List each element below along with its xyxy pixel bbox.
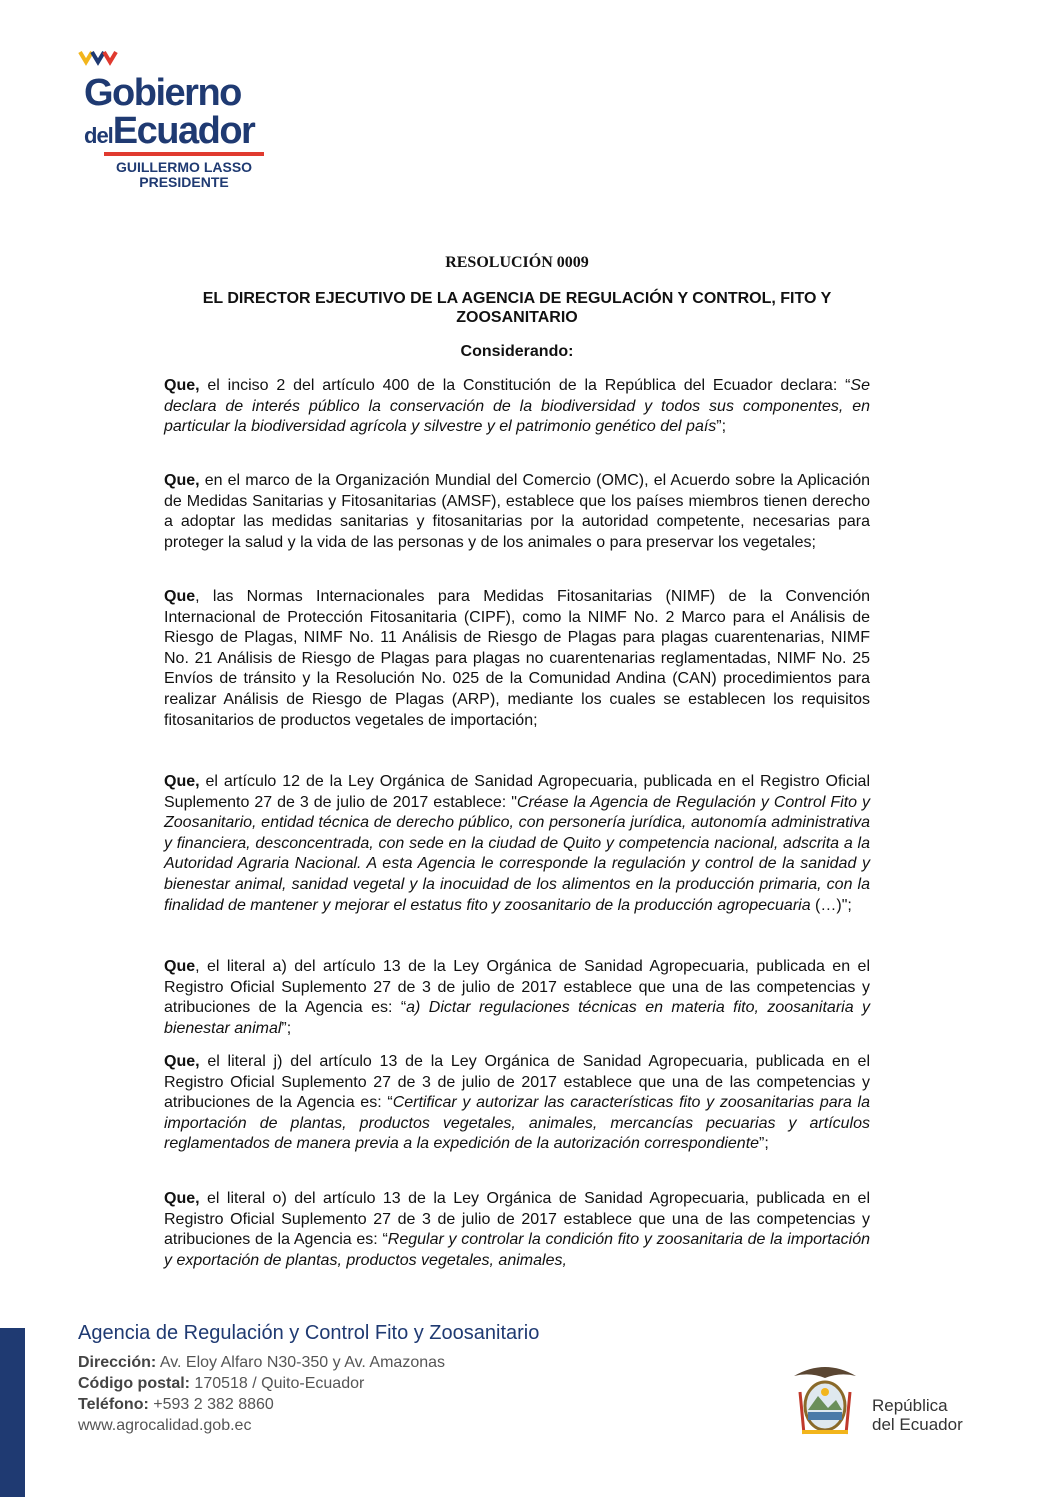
footer-org-name: Agencia de Regulación y Control Fito y Zoosanitario	[78, 1322, 540, 1344]
paragraph-quote: Créase la Agencia de Regulación y Control Fito y Zoosanitario, entidad técnica de derecho público, con personería jurídica, autonomía administrativa y financiera, desconcentrada, con sede en la ciudad de Quito y competencia nacional, adscrita a la Autoridad Agraria Nacional. A esta Agencia le corresponde la regulación y control de la sanidad y bienestar animal, sanidad vegetal y la inocuidad de los alimentos en la producción primaria, con la finalidad de mantener y mejorar el estatus fito y zoosanitario de la producción agropecuaria	[164, 793, 871, 914]
logo-president	[104, 160, 264, 190]
paragraph-lead: Que,	[164, 773, 200, 790]
logo-ecuador-text: Ecuador	[112, 110, 255, 152]
footer-side-bar	[0, 1328, 25, 1497]
paragraph-1	[164, 376, 870, 438]
paragraph-text: en el marco de la Organización Mundial del Comercio (OMC), el Acuerdo sobre la Aplicación de Medidas Sanitarias y Fitosanitarias (AMSF), establece que los países miembros tienen derecho a adoptar las medidas sanitarias y fitosanitarias por la autoridad competente, necesarias para proteger la salud y la vida de las personas y de los animales o para preservar los vegetales;	[164, 472, 870, 551]
paragraph-lead: Que	[164, 958, 196, 975]
paragraph-text: el inciso 2 del artículo 400 de la Constitución de la República del Ecuador declara: “	[199, 377, 851, 394]
paragraph-7	[164, 1189, 870, 1271]
paragraph-lead: Que,	[164, 1053, 200, 1070]
logo-person-role: PRESIDENTE	[139, 174, 229, 190]
address-value: Av. Eloy Alfaro N30-350 y Av. Amazonas	[156, 1354, 446, 1371]
footer-postal	[78, 1373, 445, 1394]
paragraph-text-end: ”;	[716, 418, 727, 436]
resolution-number: RESOLUCIÓN 0009	[445, 254, 589, 271]
paragraph-lead: Que,	[164, 472, 200, 489]
coat-of-arms-icon	[790, 1362, 860, 1442]
logo-mark-icon	[78, 48, 118, 74]
paragraph-quote: Certificar y autorizar las características fito y zoosanitarias para la importación de plantas, productos vegetales, animales, mercancías pecuarias y artículos reglamentados de manera previa a la expedición de la autorización correspondiente	[164, 1094, 871, 1153]
paragraph-text-end: (…)";	[810, 896, 852, 914]
paragraph-text: el artículo 12 de la Ley Orgánica de Sanidad Agropecuaria, publicada en el Registro Oficial Suplemento 27 de 3 de julio de 2017 establece: "	[164, 773, 870, 811]
logo-del-text: del	[84, 123, 113, 148]
paragraph-quote: Se declara de interés público la conservación de la biodiversidad y todos sus componentes, en particular la biodiversidad agrícola y silvestre y el patrimonio genético del país	[164, 377, 870, 436]
postal-value: 170518 / Quito-Ecuador	[189, 1375, 365, 1392]
phone-value: +593 2 382 8860	[148, 1396, 274, 1413]
logo-person-name: GUILLERMO LASSO	[115, 159, 253, 175]
paragraph-3	[164, 587, 870, 731]
paragraph-lead: Que,	[164, 1190, 200, 1207]
paragraph-5	[164, 957, 870, 1039]
paragraph-text: , las Normas Internacionales para Medidas Fitosanitarias (NIMF) de la Convención Internacional de Protección Fitosanitaria (CIPF), como la NIMF No. 2 Marco para el Análisis de Riesgo de Plagas, NIMF No. 11 Análisis de Riesgo de Plagas para plagas cuarentenarias, NIMF No. 21 Análisis de Riesgo de Plagas para plagas no cuarentenarias reglamentadas, NIMF No. 25 Envíos de tránsito y la Resolución No. 025 de la Comunidad Andina (CAN) procedimientos para realizar Análisis de Riesgo de Plagas (ARP), mediante los cuales se establecen los requisitos fitosanitarios de productos vegetales de importación;	[164, 588, 870, 729]
considering-heading: Considerando:	[460, 343, 574, 360]
paragraph-text: el literal o) del artículo 13 de la Ley Orgánica de Sanidad Agropecuaria, publicada en el Registro Oficial Suplemento 27 de 3 de julio de 2017 establece que una de las competencias y atribuciones de la Agencia es: “	[164, 1190, 870, 1249]
paragraph-6	[164, 1052, 870, 1155]
paragraph-text-end: ”;	[281, 1019, 292, 1037]
paragraph-text-end: ”;	[759, 1135, 769, 1153]
gobierno-logo	[74, 48, 274, 188]
paragraph-lead: Que,	[164, 377, 200, 394]
republica-line-1: República	[872, 1396, 948, 1415]
paragraph-quote: Regular y controlar la condición fito y zoosanitaria de la importación y exportación de plantas, productos vegetales, animales,	[164, 1231, 871, 1269]
paragraph-lead: Que	[164, 588, 196, 605]
footer-address	[78, 1352, 445, 1373]
postal-label: Código postal:	[78, 1375, 190, 1392]
issuing-authority: EL DIRECTOR EJECUTIVO DE LA AGENCIA DE REGULACIÓN Y CONTROL, FITO Y ZOOSANITARIO	[202, 290, 832, 326]
logo-del-ecuador	[84, 112, 254, 150]
paragraph-quote: a) Dictar regulaciones técnicas en materia fito, zoosanitaria y bienestar animal	[164, 999, 871, 1037]
footer-contact	[78, 1352, 445, 1436]
paragraph-text: el literal j) del artículo 13 de la Ley Orgánica de Sanidad Agropecuaria, publicada en el Registro Oficial Suplemento 27 de 3 de julio de 2017 establece que una de las competencias y atribuciones de la Agencia es: “	[164, 1053, 870, 1112]
footer-phone	[78, 1394, 445, 1415]
paragraph-4	[164, 772, 870, 916]
footer-website: www.agrocalidad.gob.ec	[78, 1417, 252, 1434]
logo-gobierno-text: Gobierno	[84, 72, 241, 114]
republica-line-2: del Ecuador	[872, 1415, 963, 1434]
address-label: Dirección:	[78, 1354, 157, 1371]
paragraph-2	[164, 471, 870, 553]
republica-label	[872, 1396, 963, 1434]
paragraph-text: , el literal a) del artículo 13 de la Ley Orgánica de Sanidad Agropecuaria, publicada en el Registro Oficial Suplemento 27 de 3 de julio de 2017 establece que una de las competencias y atribuciones de la Agencia es: “	[164, 958, 870, 1017]
phone-label: Teléfono:	[78, 1396, 149, 1413]
logo-underline	[104, 152, 264, 156]
